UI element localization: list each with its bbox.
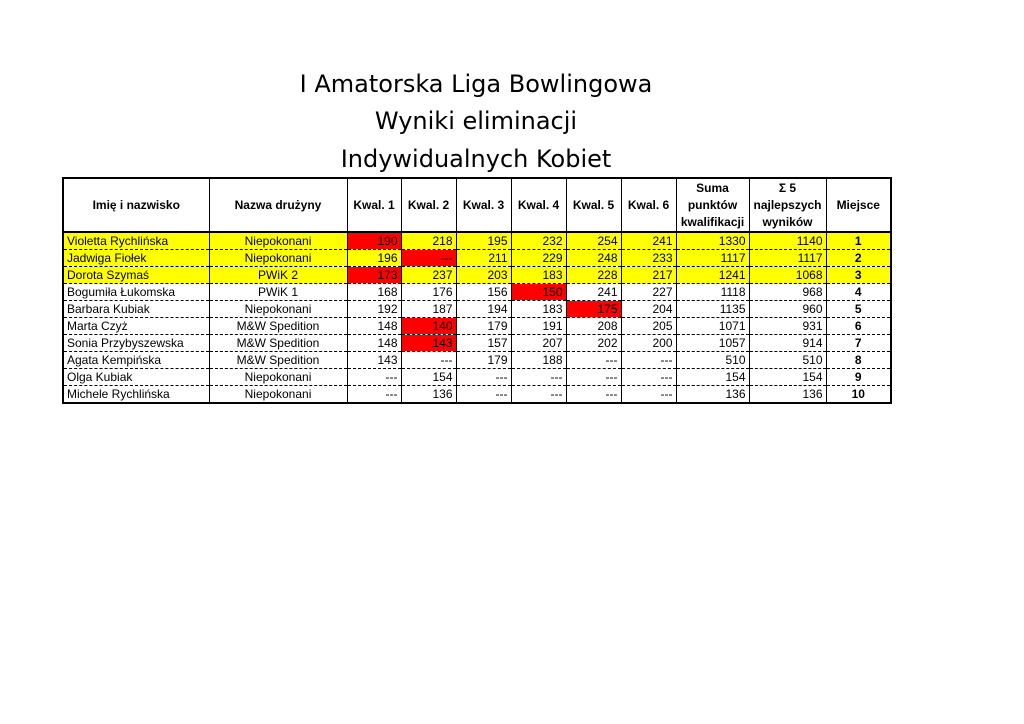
table-row <box>63 318 891 335</box>
sum-cell: 1330 <box>676 232 749 250</box>
sum-cell: 1117 <box>676 250 749 267</box>
sum-cell: 1135 <box>676 301 749 318</box>
header-team: Nazwa drużyny <box>209 178 347 232</box>
kwal-5-cell: 254 <box>566 232 621 250</box>
kwal-3-cell: 179 <box>456 352 511 369</box>
title-line-3: Indywidualnych Kobiet <box>340 145 612 173</box>
kwal-5-cell: 241 <box>566 284 621 301</box>
kwal-2-cell: 187 <box>401 301 456 318</box>
table-row <box>63 335 891 352</box>
place-cell: 3 <box>826 267 891 284</box>
table-row <box>63 284 891 301</box>
header-kwal-2: Kwal. 2 <box>401 178 456 232</box>
team-name-cell: M&W Spedition <box>209 352 347 369</box>
kwal-5-cell: 228 <box>566 267 621 284</box>
header-best-line: Σ 5 <box>778 180 797 195</box>
title-line-1: I Amatorska Liga Bowlingowa <box>299 70 653 98</box>
header-name: Imię i nazwisko <box>63 178 209 232</box>
sum-cell: 510 <box>676 352 749 369</box>
kwal-2-cell: 218 <box>401 232 456 250</box>
best-five-cell: 1068 <box>749 267 826 284</box>
place-cell: 5 <box>826 301 891 318</box>
kwal-1-cell: 196 <box>347 250 401 267</box>
kwal-3-cell: 211 <box>456 250 511 267</box>
kwal-4-cell: 191 <box>511 318 566 335</box>
kwal-6-cell: --- <box>621 369 676 386</box>
place-cell: 2 <box>826 250 891 267</box>
kwal-5-cell: 248 <box>566 250 621 267</box>
kwal-6-cell: 217 <box>621 267 676 284</box>
table-row <box>63 232 891 250</box>
team-name-cell: Niepokonani <box>209 250 347 267</box>
player-name-cell: Michele Rychlińska <box>67 387 170 401</box>
kwal-4-cell: 207 <box>511 335 566 352</box>
kwal-1-cell: 190 <box>347 232 401 250</box>
kwal-3-cell: 156 <box>456 284 511 301</box>
best-five-cell: 510 <box>749 352 826 369</box>
player-name-cell: Sonia Przybyszewska <box>63 335 209 352</box>
team-name-cell: Niepokonani <box>209 386 347 404</box>
kwal-1-cell: 143 <box>347 352 401 369</box>
team-name-cell: Niepokonani <box>209 301 347 318</box>
kwal-2-cell: 136 <box>401 386 456 404</box>
kwal-5-cell: --- <box>566 369 621 386</box>
best-five-cell: 136 <box>749 386 826 404</box>
place-cell: 1 <box>826 232 891 250</box>
kwal-4-cell: 183 <box>511 301 566 318</box>
results-table <box>62 177 892 404</box>
kwal-1-cell: --- <box>347 386 401 404</box>
kwal-2-cell: --- <box>401 250 456 267</box>
kwal-4-cell: 188 <box>511 352 566 369</box>
best-five-cell: 960 <box>749 301 826 318</box>
table-row <box>63 301 891 318</box>
best-five-cell: 931 <box>749 318 826 335</box>
kwal-3-cell: 157 <box>456 335 511 352</box>
kwal-3-cell: 203 <box>456 267 511 284</box>
kwal-6-cell: 227 <box>621 284 676 301</box>
place-cell: 4 <box>826 284 891 301</box>
sum-cell: 1118 <box>676 284 749 301</box>
header-place: Miejsce <box>826 178 891 232</box>
kwal-6-cell: 205 <box>621 318 676 335</box>
kwal-3-cell: 195 <box>456 232 511 250</box>
kwal-6-cell: --- <box>621 352 676 369</box>
place-cell: 7 <box>826 335 891 352</box>
kwal-6-cell: 204 <box>621 301 676 318</box>
kwal-4-cell: 229 <box>511 250 566 267</box>
team-name-cell: M&W Spedition <box>209 335 347 352</box>
kwal-3-cell: 179 <box>456 318 511 335</box>
sum-cell: 1057 <box>676 335 749 352</box>
team-name-cell: Niepokonani <box>209 369 347 386</box>
table-row <box>63 386 891 404</box>
kwal-1-cell: 148 <box>347 335 401 352</box>
table-row <box>63 267 891 284</box>
place-cell: 6 <box>826 318 891 335</box>
kwal-2-cell: 154 <box>401 369 456 386</box>
kwal-4-cell: --- <box>511 369 566 386</box>
player-name-cell: Agata Kempińska <box>63 352 209 369</box>
player-name-cell: Marta Czyż <box>63 318 209 335</box>
sum-cell: 154 <box>676 369 749 386</box>
kwal-6-cell: 233 <box>621 250 676 267</box>
player-name-cell: Jadwiga Fiołek <box>63 250 209 267</box>
kwal-2-cell: 143 <box>401 335 456 352</box>
table-row <box>63 369 891 386</box>
kwal-5-cell: --- <box>566 352 621 369</box>
player-name-cell: Bogumiła Łukomska <box>63 284 209 301</box>
player-name-cell: Olga Kubiak <box>63 369 209 386</box>
header-row <box>63 178 891 232</box>
kwal-6-cell: --- <box>621 386 676 404</box>
kwal-3-cell: --- <box>456 386 511 404</box>
kwal-5-cell: 208 <box>566 318 621 335</box>
kwal-4-cell: 232 <box>511 232 566 250</box>
best-five-cell: 968 <box>749 284 826 301</box>
table-row <box>63 250 891 267</box>
kwal-2-cell: --- <box>401 352 456 369</box>
kwal-1-cell: 173 <box>347 267 401 284</box>
kwal-4-cell: 183 <box>511 267 566 284</box>
best-five-cell: 914 <box>749 335 826 352</box>
table-row <box>63 352 891 369</box>
team-name-cell: Niepokonani <box>209 232 347 250</box>
player-name-cell: Dorota Szymaś <box>63 267 209 284</box>
kwal-3-cell: --- <box>456 369 511 386</box>
header-sum-line: kwalifikacji <box>680 214 745 229</box>
header-kwal-6: Kwal. 6 <box>621 178 676 232</box>
team-name-cell: M&W Spedition <box>209 318 347 335</box>
best-five-cell: 154 <box>749 369 826 386</box>
header-best <box>749 178 826 232</box>
best-five-cell: 1117 <box>749 250 826 267</box>
kwal-6-cell: 200 <box>621 335 676 352</box>
kwal-1-cell: 192 <box>347 301 401 318</box>
header-sum-line: Suma <box>696 180 729 195</box>
kwal-3-cell: 194 <box>456 301 511 318</box>
header-best-line: najlepszych <box>753 197 822 212</box>
player-name-cell: Violetta Rychlińska <box>63 232 209 250</box>
kwal-1-cell: --- <box>347 369 401 386</box>
kwal-4-cell: 150 <box>511 284 566 301</box>
kwal-2-cell: 176 <box>401 284 456 301</box>
player-name-cell: Barbara Kubiak <box>63 301 209 318</box>
sum-cell: 1071 <box>676 318 749 335</box>
header-kwal-1: Kwal. 1 <box>347 178 401 232</box>
team-name-cell: PWiK 1 <box>209 284 347 301</box>
sum-cell: 1241 <box>676 267 749 284</box>
header-kwal-4: Kwal. 4 <box>511 178 566 232</box>
kwal-5-cell: 202 <box>566 335 621 352</box>
header-best-line: wyników <box>762 214 813 229</box>
kwal-2-cell: 140 <box>401 318 456 335</box>
header-kwal-5: Kwal. 5 <box>566 178 621 232</box>
place-cell: 8 <box>826 352 891 369</box>
sum-cell: 136 <box>676 386 749 404</box>
team-name-cell: PWiK 2 <box>209 267 347 284</box>
best-five-cell: 1140 <box>749 232 826 250</box>
kwal-5-cell: 175 <box>566 301 621 318</box>
header-kwal-3: Kwal. 3 <box>456 178 511 232</box>
header-sum-line: punktów <box>687 197 738 212</box>
kwal-6-cell: 241 <box>621 232 676 250</box>
kwal-2-cell: 237 <box>401 267 456 284</box>
kwal-4-cell: --- <box>511 386 566 404</box>
header-sum <box>676 178 749 232</box>
place-cell: 10 <box>826 386 891 404</box>
kwal-1-cell: 168 <box>347 284 401 301</box>
kwal-1-cell: 148 <box>347 318 401 335</box>
kwal-5-cell: --- <box>566 386 621 404</box>
place-cell: 9 <box>826 369 891 386</box>
title-line-2: Wyniki eliminacji <box>374 107 578 135</box>
